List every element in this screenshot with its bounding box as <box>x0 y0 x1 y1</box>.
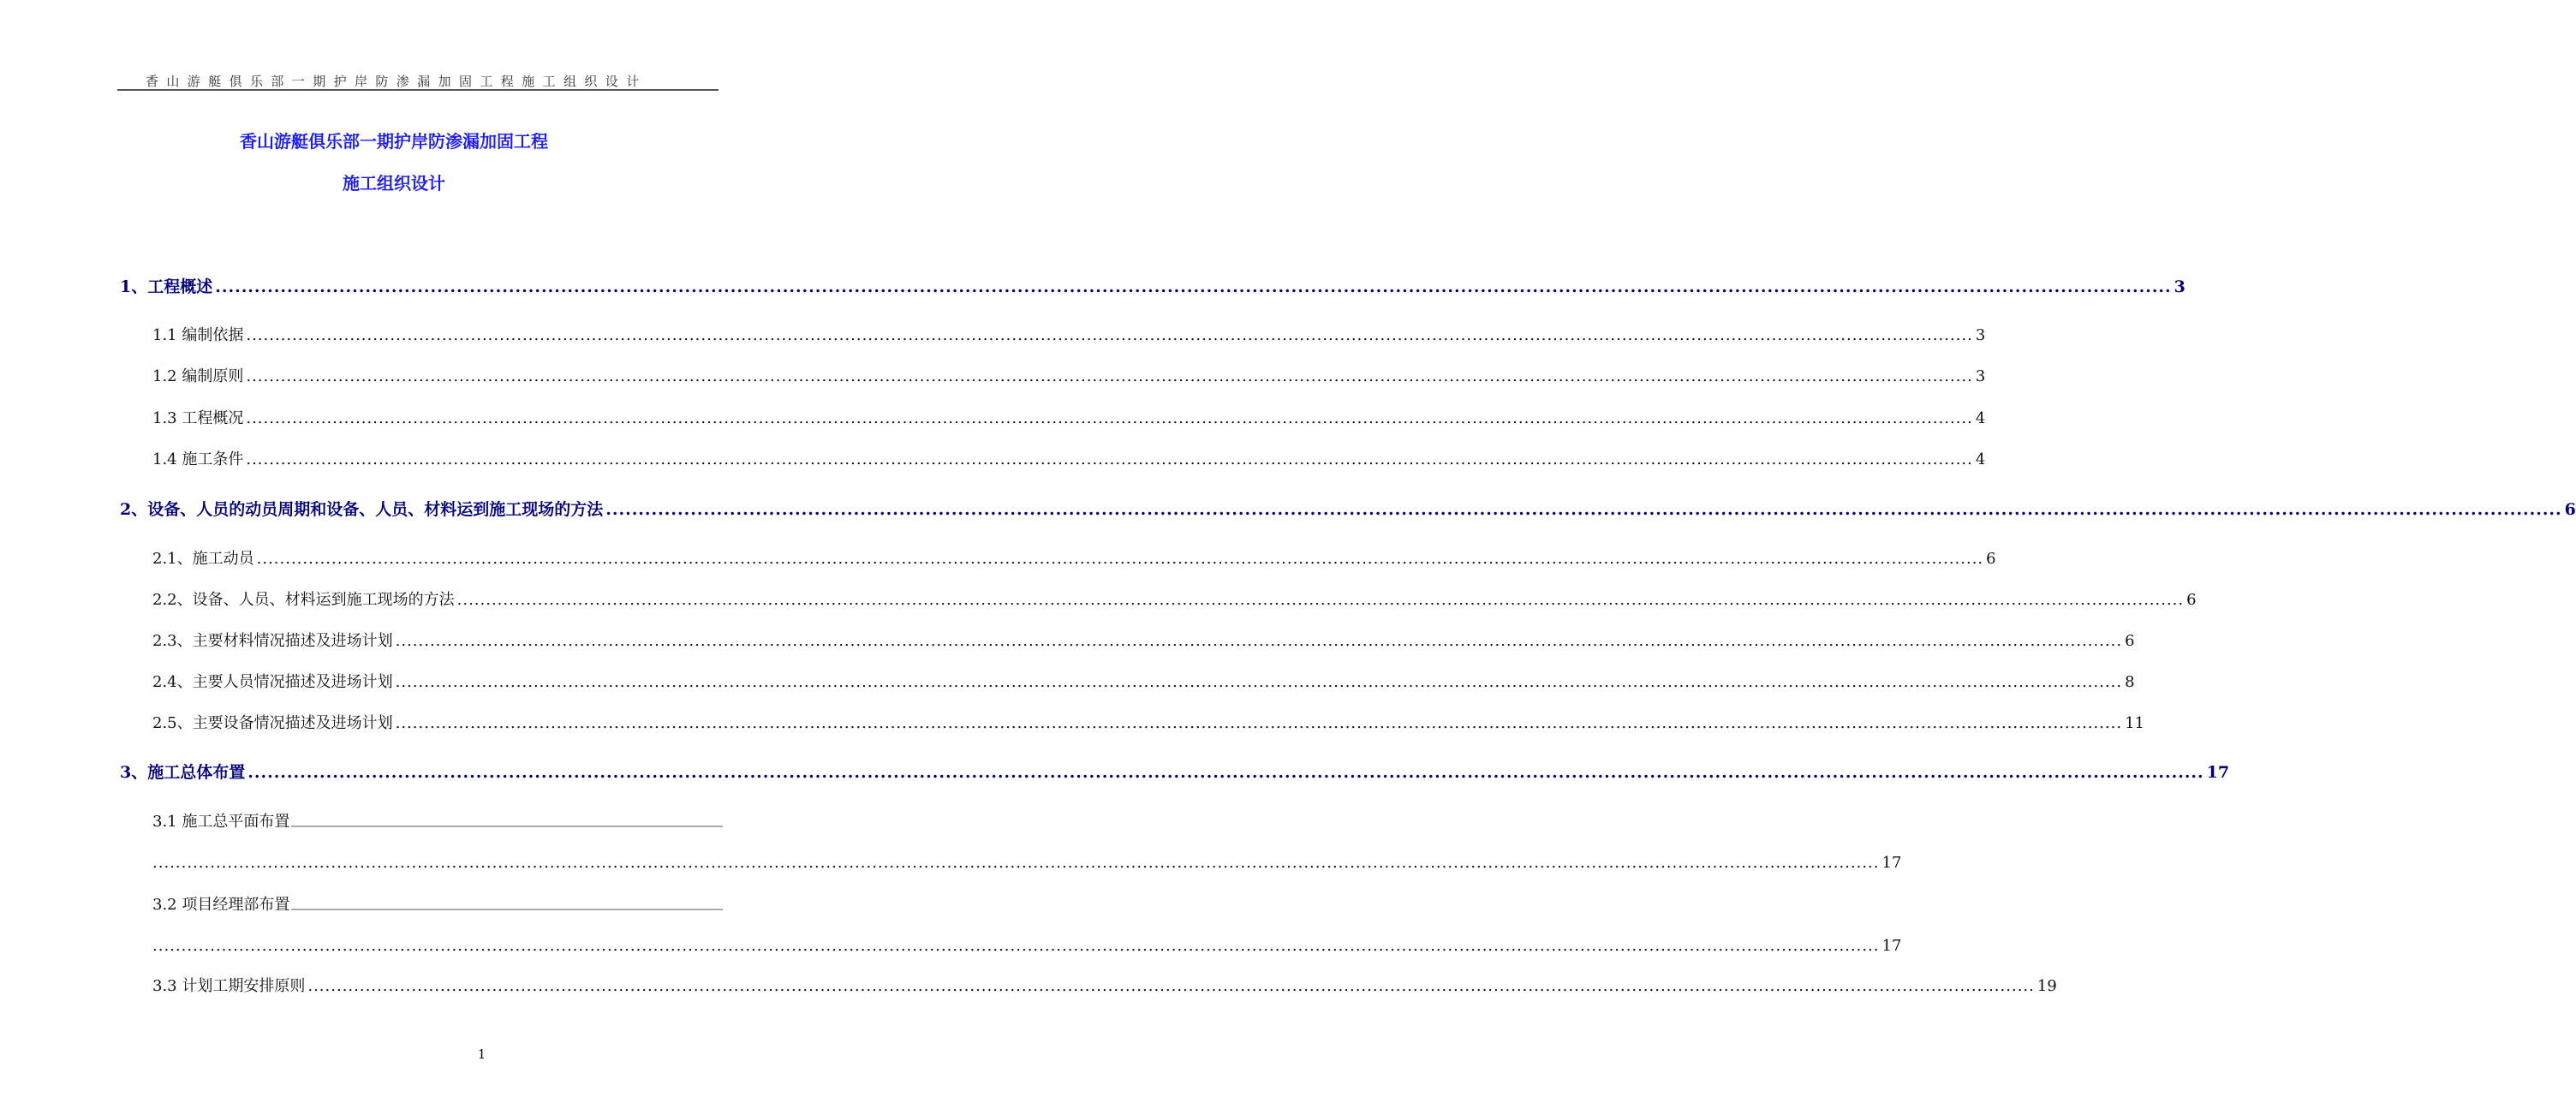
toc-page-number: 17 <box>1881 854 1902 872</box>
leader-dots: ............................................................................................................................................................................................................................................................................................................ <box>256 550 1984 568</box>
toc-page-number: 3 <box>2174 277 2185 296</box>
toc-entry[interactable] <box>152 810 723 834</box>
toc-entry-continuation[interactable] <box>152 934 1902 958</box>
toc-entry[interactable] <box>120 275 2185 299</box>
toc-entry[interactable] <box>152 975 2057 999</box>
toc-page-number: 4 <box>1975 409 1986 427</box>
leader-dots: ............................................................................................................................................................................................................................................................................................................ <box>246 367 1973 385</box>
toc-page-number: 17 <box>2206 763 2230 782</box>
toc-entry[interactable] <box>152 448 1986 472</box>
document-subtitle: 施工组织设计 <box>343 173 445 194</box>
toc-entry-label: 1、工程概述 <box>120 277 213 296</box>
leader-dots: ............................................................................................................................................................................................................................................................................................................ <box>395 673 2123 691</box>
toc-entry-label: 3.1 施工总平面布置 <box>152 813 290 831</box>
toc-page-number: 3 <box>1975 367 1986 385</box>
toc-entry[interactable] <box>152 547 1996 571</box>
toc-page-number: 17 <box>1881 937 1902 955</box>
toc-entry-continuation[interactable] <box>152 851 1902 875</box>
leader-dots: ............................................................................................................................................................................................................................................................................................................ <box>605 500 2562 519</box>
toc-page-number: 6 <box>1986 550 1996 568</box>
leader-dots: ............................................................................................................................................................................................................................................................................................................ <box>247 763 2204 782</box>
leader-dots: ............................................................................................................................................................................................................................................................................................................ <box>215 277 2172 296</box>
toc-page-number: 4 <box>1975 450 1986 468</box>
leader-dots: ............................................................................................................................................................................................................................................................................................................ <box>456 591 2185 609</box>
toc-entry[interactable] <box>120 498 2576 522</box>
leader-dots: ............................................................................................................................................................................................................................................................................................................ <box>395 714 2123 732</box>
toc-page-number: 6 <box>2564 500 2576 519</box>
leader-dots: ............................................................................................................................................................................................................................................................................................................ <box>246 409 1973 427</box>
leader-rule <box>291 826 723 827</box>
toc-entry-label: 3.2 项目经理部布置 <box>152 896 290 914</box>
leader-dots: ............................................................................................................................................................................................................................................................................................................ <box>395 632 2123 650</box>
toc-entry-label: 1.3 工程概况 <box>152 409 244 427</box>
leader-rule <box>291 909 723 910</box>
toc-entry[interactable] <box>152 712 2145 736</box>
toc-entry[interactable] <box>152 365 1986 389</box>
leader-dots: ............................................................................................................................................................................................................................................................................................................ <box>246 326 1973 344</box>
toc-entry-label: 1.4 施工条件 <box>152 450 244 468</box>
toc-entry-label: 3.3 计划工期安排原则 <box>152 977 306 995</box>
toc-entry[interactable] <box>152 407 1986 431</box>
toc-entry[interactable] <box>120 760 2230 784</box>
header-rule <box>117 89 719 91</box>
toc-page-number: 11 <box>2125 714 2145 732</box>
toc-entry-label: 2.1、施工动员 <box>152 550 254 568</box>
toc-page-number: 3 <box>1975 326 1986 344</box>
toc-entry-label: 2.5、主要设备情况描述及进场计划 <box>152 714 393 732</box>
toc-entry-label: 2.3、主要材料情况描述及进场计划 <box>152 632 393 650</box>
leader-dots: ............................................................................................................................................................................................................................................................................................................ <box>246 450 1973 468</box>
toc-entry[interactable] <box>152 629 2135 653</box>
running-header: 香山游艇俱乐部一期护岸防渗漏加固工程施工组织设计 <box>146 74 647 89</box>
leader-dots: ............................................................................................................................................................................................................................................................................................................ <box>152 854 1880 872</box>
toc-page-number: 19 <box>2036 977 2057 995</box>
toc-entry-label: 1.2 编制原则 <box>152 367 244 385</box>
toc-entry[interactable] <box>152 588 2197 612</box>
document-title: 香山游艇俱乐部一期护岸防渗漏加固工程 <box>240 131 548 152</box>
toc-entry-label: 1.1 编制依据 <box>152 326 244 344</box>
toc-entry-label: 2.2、设备、人员、材料运到施工现场的方法 <box>152 591 455 609</box>
page-number: 1 <box>477 1046 486 1062</box>
toc-page-number: 6 <box>2186 591 2197 609</box>
toc-entry[interactable] <box>152 671 2135 695</box>
toc-page-number: 8 <box>2125 673 2135 691</box>
toc-entry-label: 2.4、主要人员情况描述及进场计划 <box>152 673 393 691</box>
leader-dots: ............................................................................................................................................................................................................................................................................................................ <box>152 937 1880 955</box>
toc-page-number: 6 <box>2125 632 2135 650</box>
leader-dots: ............................................................................................................................................................................................................................................................................................................ <box>307 977 2035 995</box>
toc-entry-label: 2、设备、人员的动员周期和设备、人员、材料运到施工现场的方法 <box>120 500 604 519</box>
toc-entry[interactable] <box>152 324 1986 348</box>
toc-entry-label: 3、施工总体布置 <box>120 763 246 782</box>
toc-entry[interactable] <box>152 893 723 917</box>
